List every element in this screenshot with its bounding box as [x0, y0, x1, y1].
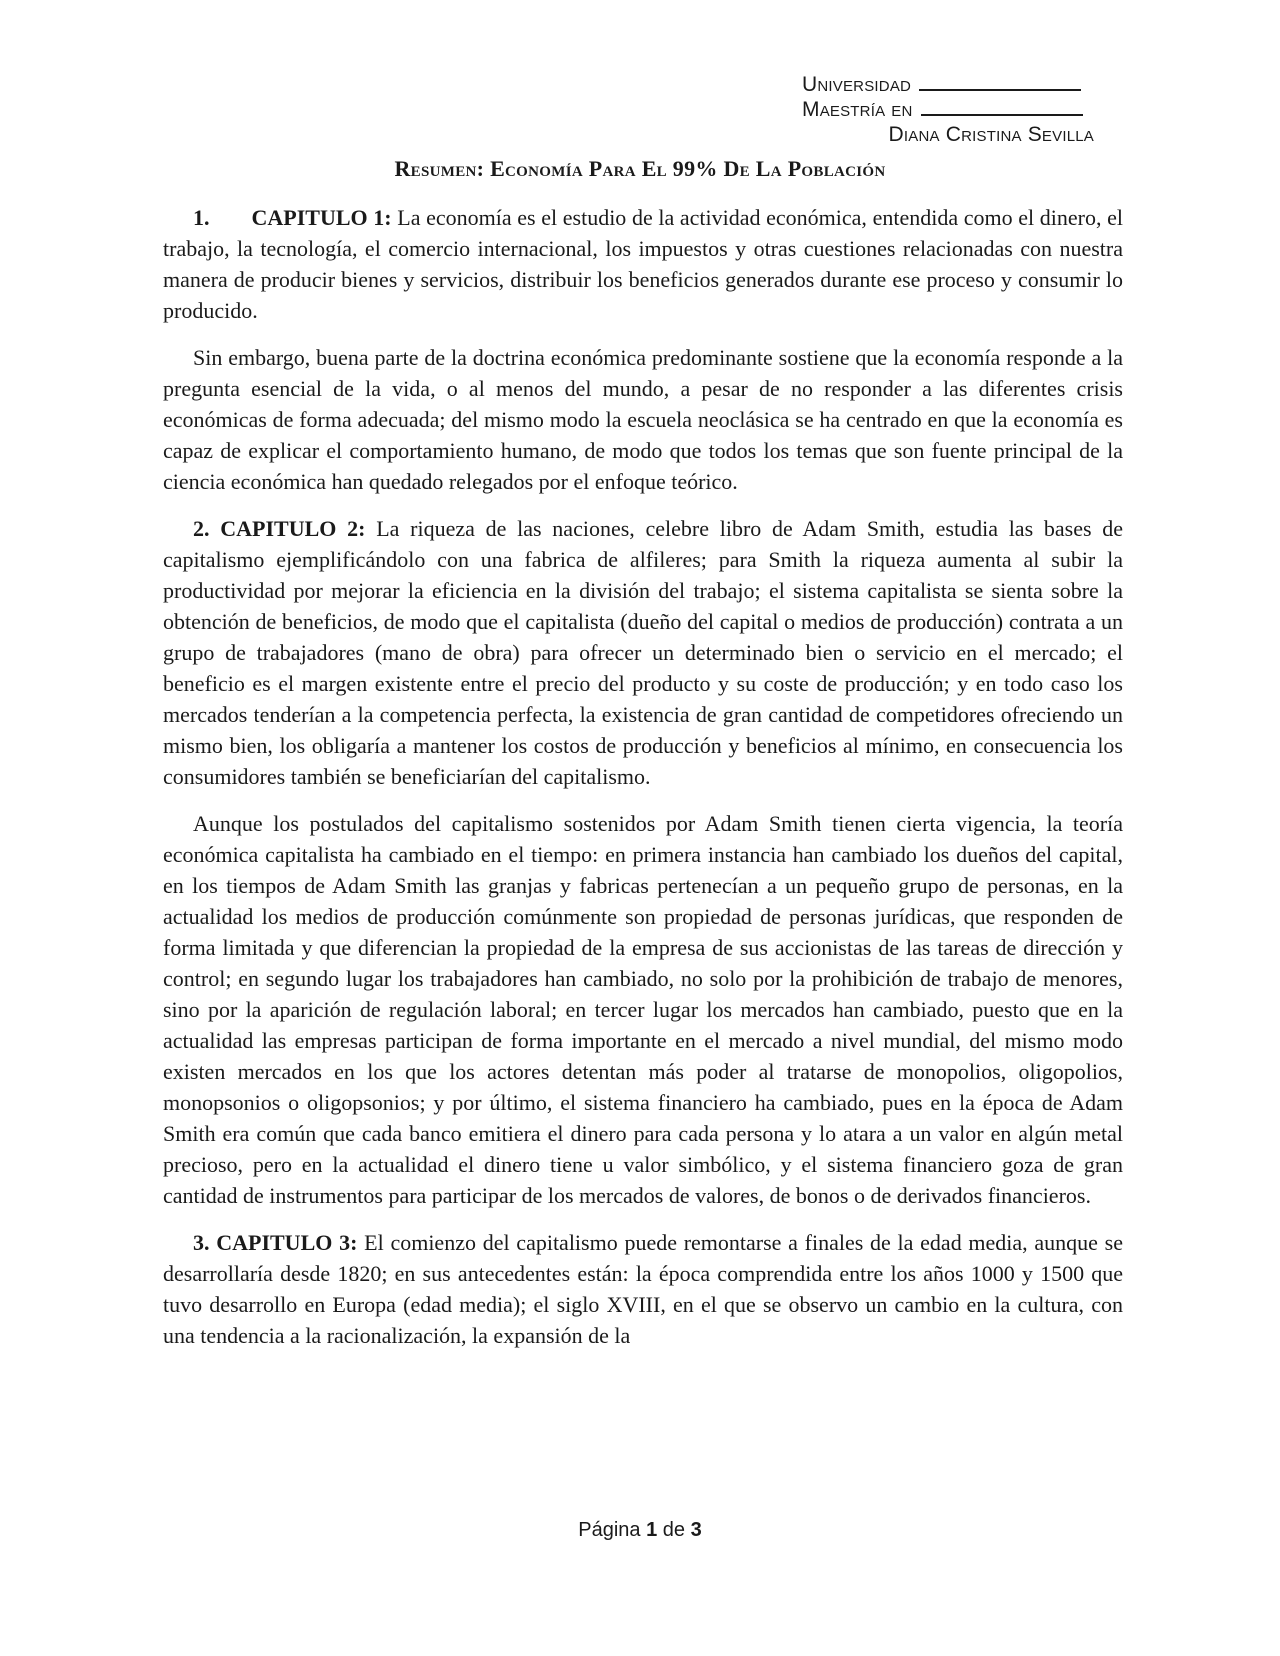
section-1-text-2: Sin embargo, buena parte de la doctrina económica predominante sostiene que la economía responde a la pregunta esencial de la vida, o al menos del mundo, a pesar de no responder a las diferentes crisis económicas de forma adecuada; del mismo modo la escuela neoclásica se ha centrado en que la economía es capaz de explicar el comportamiento humano, de modo que todos los temas que son fuente principal de la ciencia económica han quedado relegados por el enfoque teórico.	[163, 345, 1123, 494]
of-word: de	[662, 1519, 686, 1541]
section-3-text-1: El comienzo del capitalismo puede remontarse a finales de la edad media, aunque se desarrollaría desde 1820; en sus antecedentes están: la época comprendida entre los años 1000 y 1500 que tuvo desarrollo en Europa (edad media); el siglo XVIII, en el que se observo un cambio en la cultura, con una tendencia a la racionalización, la expansión de la	[163, 1230, 1124, 1348]
masters-line	[802, 97, 1102, 122]
page-footer	[0, 1519, 1280, 1542]
section-3-paragraph-1	[163, 1227, 1123, 1351]
section-3-heading: CAPITULO 3:	[216, 1230, 358, 1255]
university-line	[802, 72, 1102, 97]
section-1-paragraph-1	[163, 202, 1123, 326]
document-title: Resumen: Economía Para El 99% De La Población	[394, 156, 886, 181]
section-1-paragraph-2	[163, 342, 1123, 497]
section-2-number: 2.	[193, 516, 210, 541]
masters-blank	[921, 97, 1083, 116]
section-1-text-1: La economía es el estudio de la actividad económica, entendida como el dinero, el trabajo, la tecnología, el comercio internacional, los impuestos y otras cuestiones relacionadas con nuestra manera de producir bienes y servicios, distribuir los beneficios generados durante ese proceso y consumir lo producido.	[163, 205, 1124, 323]
section-2-heading: CAPITULO 2:	[220, 516, 366, 541]
author-name: Diana Cristina Sevilla	[888, 123, 1094, 146]
section-1-heading: CAPITULO 1:	[251, 205, 392, 230]
page-word: Página	[578, 1519, 641, 1541]
current-page-number: 1	[646, 1519, 658, 1541]
section-3-number: 3.	[193, 1230, 210, 1255]
section-2-text-1: La riqueza de las naciones, celebre libro de Adam Smith, estudia las bases de capitalismo ejemplificándolo con una fabrica de alfileres; para Smith la riqueza aumenta al subir la productividad por mejorar la eficiencia en la división del trabajo; el sistema capitalista se sienta sobre la obtención de beneficios, de modo que el capitalista (dueño del capital o medios de producción) contrata a un grupo de trabajadores (mano de obra) para ofrecer un determinado bien o servicio en el mercado; el beneficio es el margen existente entre el precio del producto y su coste de producción; y en todo caso los mercados tenderían a la competencia perfecta, la existencia de gran cantidad de competidores ofreciendo un mismo bien, los obligaría a mantener los costos de producción y beneficios al mínimo, en consecuencia los consumidores también se beneficiarían del capitalismo.	[163, 516, 1124, 789]
section-2-text-2: Aunque los postulados del capitalismo sostenidos por Adam Smith tienen cierta vigencia, la teoría económica capitalista ha cambiado en el tiempo: en primera instancia han cambiado los dueños del capital, en los tiempos de Adam Smith las granjas y fabricas pertenecían a un pequeño grupo de personas, en la actualidad los medios de producción comúnmente son propiedad de personas jurídicas, que responden de forma limitada y que diferencian la propiedad de la empresa de sus accionistas de las tareas de dirección y control; en segundo lugar los trabajadores han cambiado, no solo por la prohibición de trabajo de menores, sino por la aparición de regulación laboral; en tercer lugar los mercados han cambiado, puesto que en la actualidad las empresas participan de forma importante en el mercado a nivel mundial, del mismo modo existen mercados en los que los actores detentan más poder al tratarse de monopolios, oligopolios, monopsonios o oligopsonios; y por último, el sistema financiero ha cambiado, pues en la época de Adam Smith era común que cada banco emitiera el dinero para cada persona y lo atara a un valor en algún metal precioso, pero en la actualidad el dinero tiene u valor simbólico, y el sistema financiero goza de gran cantidad de instrumentos para participar de los mercados de valores, de bonos o de derivados financieros.	[163, 811, 1123, 1208]
document-body	[163, 202, 1123, 1367]
university-label: Universidad	[802, 73, 912, 96]
section-2-paragraph-1	[163, 513, 1123, 792]
masters-label: Maestría en	[802, 98, 913, 121]
section-1-number: 1.	[193, 205, 210, 230]
total-pages-number: 3	[690, 1519, 702, 1541]
university-blank	[919, 72, 1081, 91]
section-2-paragraph-2	[163, 808, 1123, 1211]
document-header	[802, 72, 1102, 147]
